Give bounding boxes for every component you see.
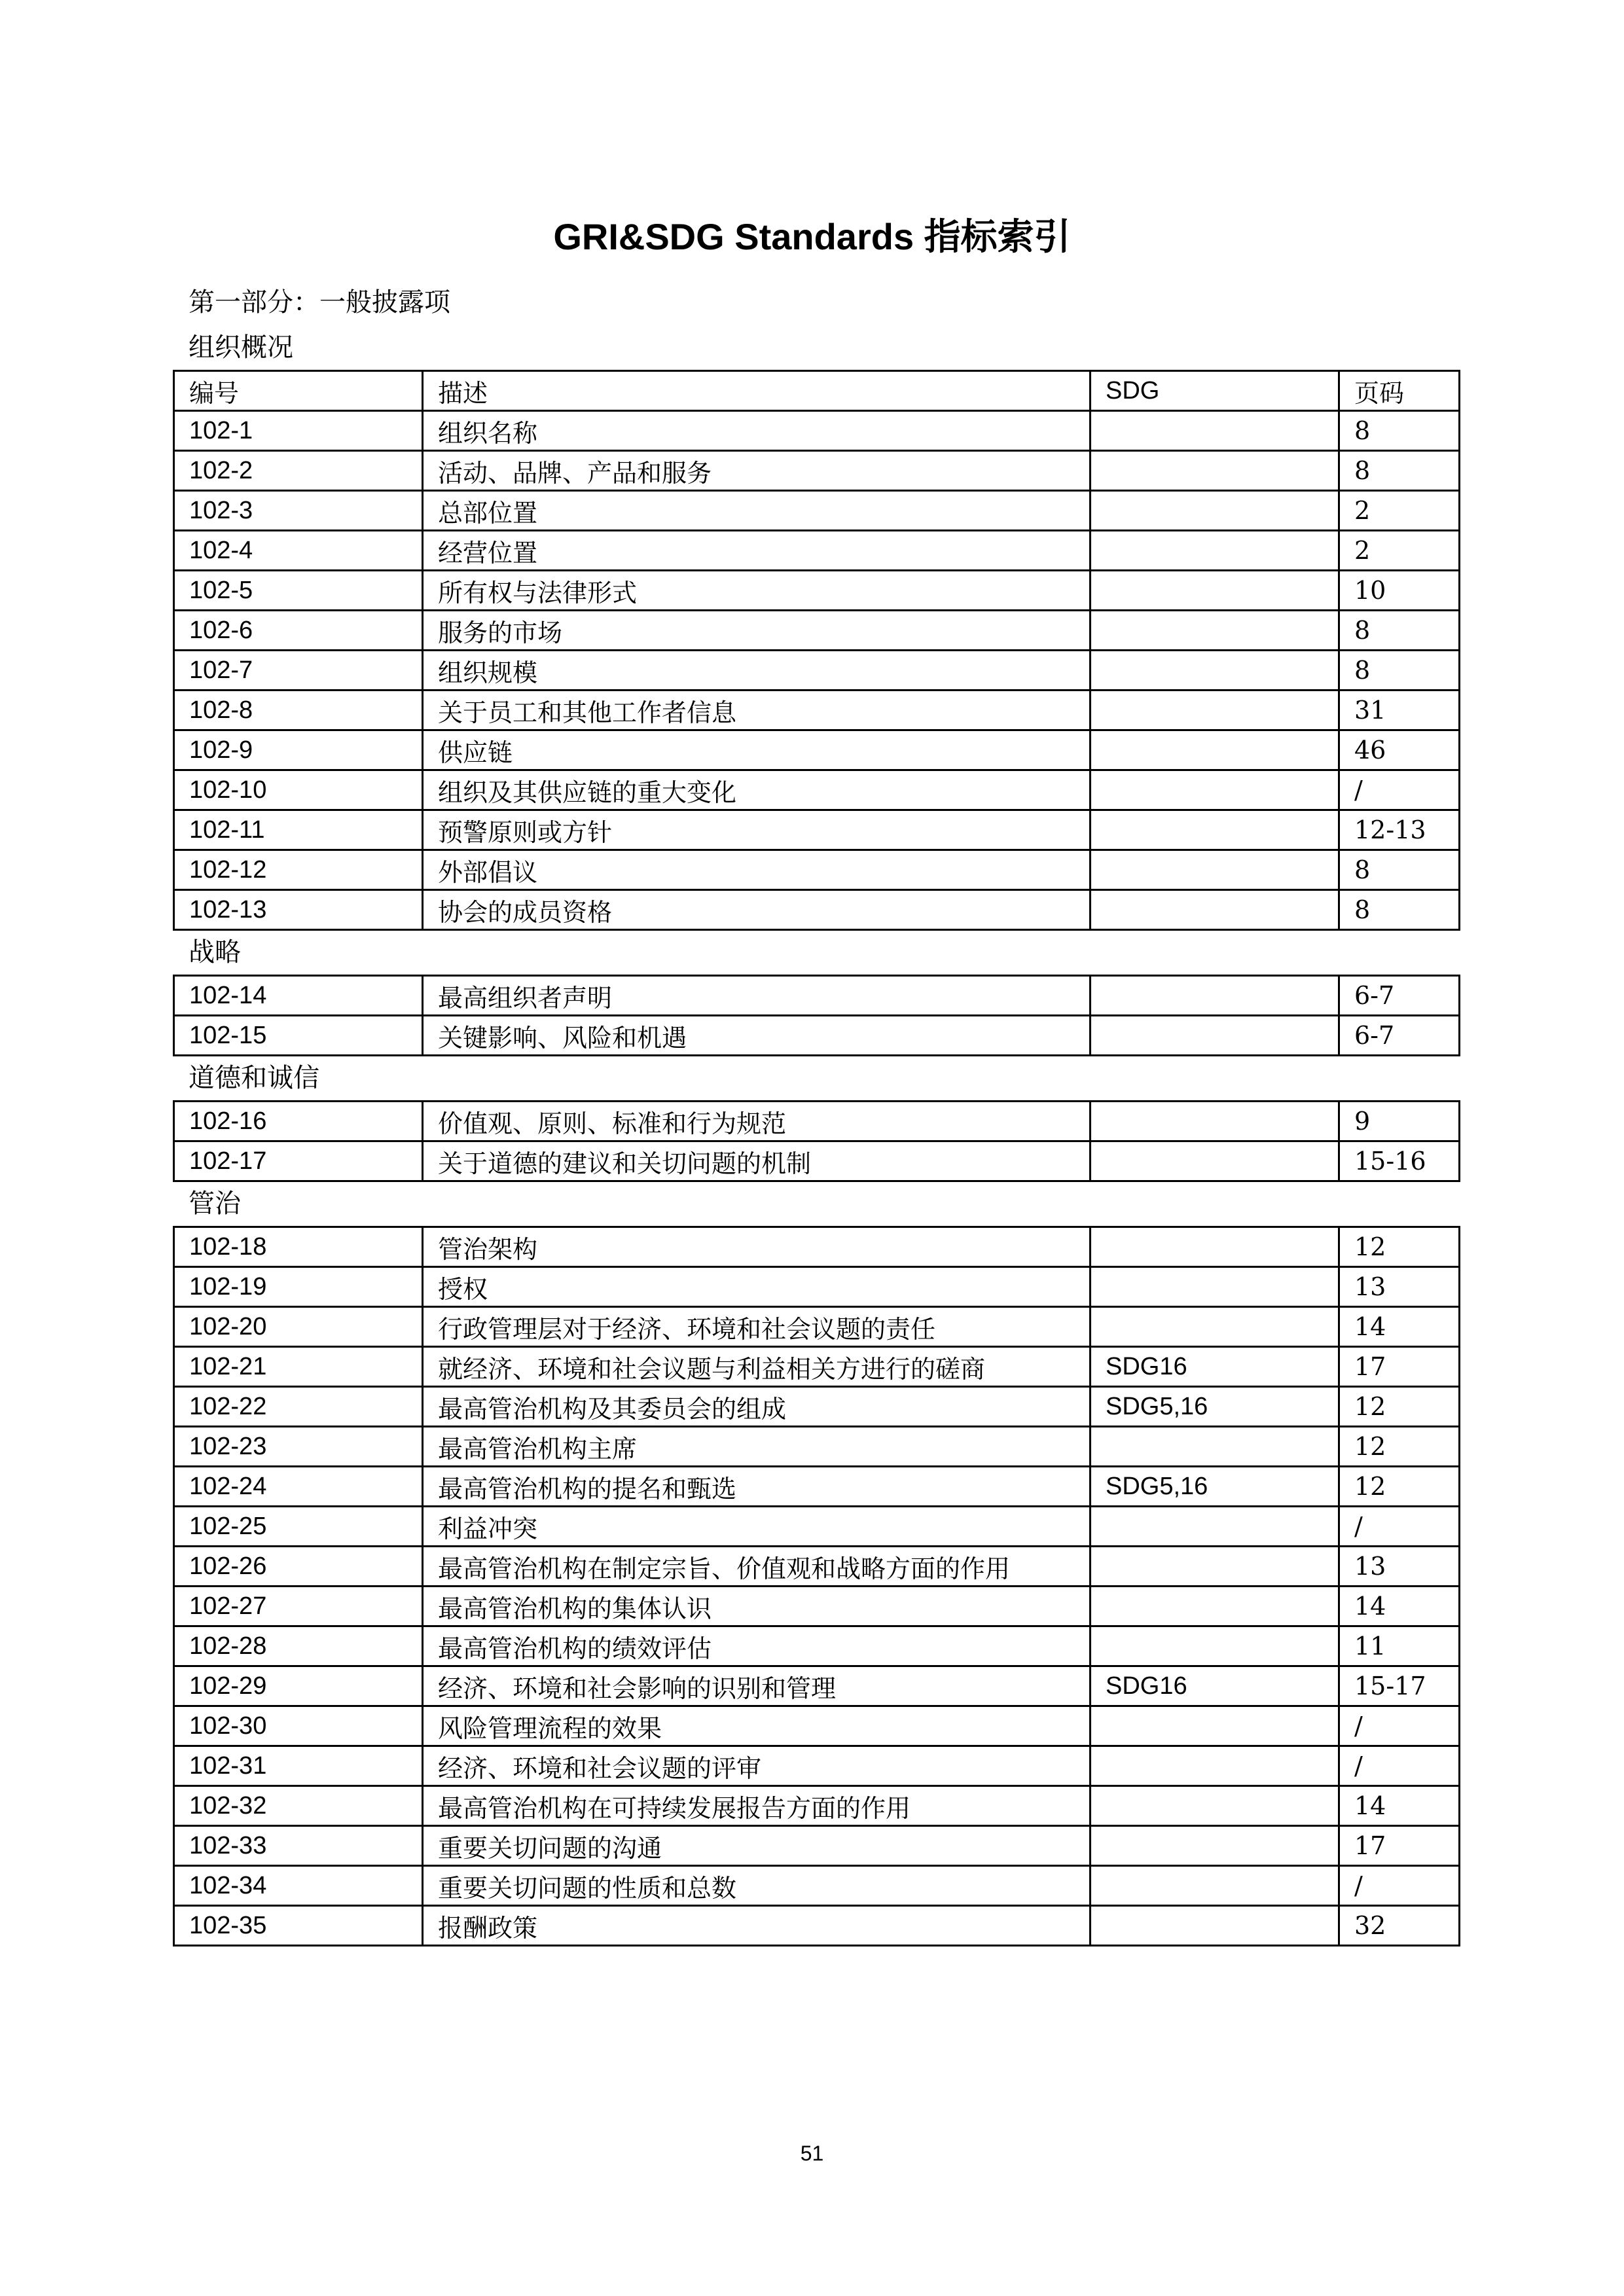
- cell-sdg: [1091, 1786, 1339, 1826]
- cell-code: 102-12: [174, 850, 423, 890]
- cell-sdg: SDG16: [1091, 1666, 1339, 1706]
- cell-sdg: [1091, 890, 1339, 930]
- cell-code: 102-8: [174, 691, 423, 730]
- cell-sdg: [1091, 1141, 1339, 1181]
- index-table: [173, 1226, 1460, 1946]
- cell-page: 11: [1339, 1626, 1460, 1666]
- table-row: [174, 651, 1460, 691]
- cell-sdg: [1091, 1307, 1339, 1347]
- cell-page: 15-17: [1339, 1666, 1460, 1706]
- table-row: [174, 1866, 1460, 1906]
- cell-page: 13: [1339, 1267, 1460, 1307]
- cell-sdg: [1091, 1016, 1339, 1056]
- cell-desc: 报酬政策: [423, 1906, 1091, 1946]
- cell-desc: 风险管理流程的效果: [423, 1706, 1091, 1746]
- part-label: 第一部分：一般披露项: [189, 287, 450, 317]
- cell-code: 102-19: [174, 1267, 423, 1307]
- cell-code: 102-20: [174, 1307, 423, 1347]
- cell-sdg: [1091, 1866, 1339, 1906]
- cell-code: 102-34: [174, 1866, 423, 1906]
- cell-sdg: [1091, 1706, 1339, 1746]
- table-row: [174, 1307, 1460, 1347]
- section-label: 管治: [189, 1189, 241, 1219]
- cell-sdg: [1091, 1227, 1339, 1267]
- cell-sdg: [1091, 976, 1339, 1016]
- cell-page: 14: [1339, 1587, 1460, 1626]
- cell-sdg: [1091, 1746, 1339, 1786]
- table-row: [174, 1906, 1460, 1946]
- header-desc: 描述: [423, 371, 1091, 411]
- cell-sdg: [1091, 1547, 1339, 1587]
- cell-page: 2: [1339, 531, 1460, 571]
- table-row: [174, 691, 1460, 730]
- cell-page: 8: [1339, 451, 1460, 491]
- cell-code: 102-14: [174, 976, 423, 1016]
- cell-code: 102-31: [174, 1746, 423, 1786]
- cell-code: 102-1: [174, 411, 423, 451]
- cell-page: 46: [1339, 730, 1460, 770]
- cell-desc: 最高组织者声明: [423, 976, 1091, 1016]
- cell-desc: 最高管治机构的集体认识: [423, 1587, 1091, 1626]
- cell-page: 15-16: [1339, 1141, 1460, 1181]
- cell-desc: 利益冲突: [423, 1507, 1091, 1547]
- cell-desc: 经营位置: [423, 531, 1091, 571]
- cell-page: 8: [1339, 651, 1460, 691]
- page-number: 51: [800, 2142, 824, 2165]
- cell-page: 17: [1339, 1826, 1460, 1866]
- cell-code: 102-16: [174, 1102, 423, 1141]
- table-row: [174, 1141, 1460, 1181]
- cell-page: 14: [1339, 1786, 1460, 1826]
- cell-desc: 关于道德的建议和关切问题的机制: [423, 1141, 1091, 1181]
- section-label: 组织概况: [189, 332, 293, 363]
- cell-sdg: [1091, 1626, 1339, 1666]
- table-row: [174, 411, 1460, 451]
- cell-sdg: [1091, 1826, 1339, 1866]
- cell-code: 102-6: [174, 611, 423, 651]
- cell-sdg: [1091, 531, 1339, 571]
- cell-sdg: [1091, 1507, 1339, 1547]
- table-row: [174, 1786, 1460, 1826]
- cell-code: 102-4: [174, 531, 423, 571]
- cell-sdg: [1091, 770, 1339, 810]
- cell-code: 102-17: [174, 1141, 423, 1181]
- table-row: [174, 1227, 1460, 1267]
- cell-desc: 最高管治机构及其委员会的组成: [423, 1387, 1091, 1427]
- cell-page: /: [1339, 770, 1460, 810]
- cell-page: /: [1339, 1746, 1460, 1786]
- table-row: [174, 1016, 1460, 1056]
- table-header-row: [174, 371, 1460, 411]
- cell-desc: 关键影响、风险和机遇: [423, 1016, 1091, 1056]
- cell-desc: 关于员工和其他工作者信息: [423, 691, 1091, 730]
- table-row: [174, 1267, 1460, 1307]
- cell-desc: 所有权与法律形式: [423, 571, 1091, 611]
- cell-desc: 经济、环境和社会议题的评审: [423, 1746, 1091, 1786]
- table-row: [174, 850, 1460, 890]
- cell-page: /: [1339, 1507, 1460, 1547]
- table-row: [174, 1387, 1460, 1427]
- cell-code: 102-10: [174, 770, 423, 810]
- table-row: [174, 1467, 1460, 1507]
- index-table: [173, 975, 1460, 1056]
- cell-code: 102-35: [174, 1906, 423, 1946]
- cell-code: 102-18: [174, 1227, 423, 1267]
- cell-page: /: [1339, 1866, 1460, 1906]
- cell-desc: 总部位置: [423, 491, 1091, 531]
- cell-desc: 外部倡议: [423, 850, 1091, 890]
- cell-code: 102-11: [174, 810, 423, 850]
- cell-page: 12: [1339, 1467, 1460, 1507]
- cell-sdg: [1091, 810, 1339, 850]
- cell-page: 8: [1339, 890, 1460, 930]
- cell-page: 8: [1339, 411, 1460, 451]
- cell-page: 12: [1339, 1387, 1460, 1427]
- cell-desc: 组织规模: [423, 651, 1091, 691]
- table-row: [174, 1746, 1460, 1786]
- cell-desc: 行政管理层对于经济、环境和社会议题的责任: [423, 1307, 1091, 1347]
- cell-page: 12: [1339, 1427, 1460, 1467]
- cell-code: 102-5: [174, 571, 423, 611]
- cell-page: 8: [1339, 850, 1460, 890]
- table-row: [174, 730, 1460, 770]
- cell-sdg: [1091, 451, 1339, 491]
- table-row: [174, 1666, 1460, 1706]
- cell-page: 12: [1339, 1227, 1460, 1267]
- cell-code: 102-22: [174, 1387, 423, 1427]
- cell-desc: 授权: [423, 1267, 1091, 1307]
- cell-code: 102-2: [174, 451, 423, 491]
- index-table: [173, 1100, 1460, 1182]
- cell-page: /: [1339, 1706, 1460, 1746]
- cell-sdg: [1091, 651, 1339, 691]
- cell-sdg: [1091, 1267, 1339, 1307]
- cell-sdg: [1091, 571, 1339, 611]
- cell-code: 102-27: [174, 1587, 423, 1626]
- cell-code: 102-33: [174, 1826, 423, 1866]
- table-row: [174, 531, 1460, 571]
- index-content: [173, 326, 1458, 1946]
- cell-code: 102-13: [174, 890, 423, 930]
- cell-desc: 最高管治机构的绩效评估: [423, 1626, 1091, 1666]
- cell-sdg: SDG16: [1091, 1347, 1339, 1387]
- cell-desc: 协会的成员资格: [423, 890, 1091, 930]
- cell-page: 32: [1339, 1906, 1460, 1946]
- header-sdg: SDG: [1091, 371, 1339, 411]
- cell-desc: 经济、环境和社会影响的识别和管理: [423, 1666, 1091, 1706]
- cell-desc: 组织名称: [423, 411, 1091, 451]
- cell-desc: 就经济、环境和社会议题与利益相关方进行的磋商: [423, 1347, 1091, 1387]
- table-row: [174, 890, 1460, 930]
- cell-code: 102-21: [174, 1347, 423, 1387]
- cell-sdg: [1091, 411, 1339, 451]
- table-row: [174, 976, 1460, 1016]
- cell-code: 102-32: [174, 1786, 423, 1826]
- cell-desc: 最高管治机构的提名和甄选: [423, 1467, 1091, 1507]
- table-row: [174, 1427, 1460, 1467]
- cell-sdg: [1091, 691, 1339, 730]
- cell-sdg: [1091, 1906, 1339, 1946]
- table-row: [174, 1626, 1460, 1666]
- cell-sdg: [1091, 1587, 1339, 1626]
- cell-code: 102-15: [174, 1016, 423, 1056]
- cell-sdg: [1091, 1427, 1339, 1467]
- cell-code: 102-26: [174, 1547, 423, 1587]
- cell-desc: 最高管治机构在制定宗旨、价值观和战略方面的作用: [423, 1547, 1091, 1587]
- cell-sdg: SDG5,16: [1091, 1467, 1339, 1507]
- cell-page: 13: [1339, 1547, 1460, 1587]
- table-row: [174, 1826, 1460, 1866]
- cell-desc: 服务的市场: [423, 611, 1091, 651]
- cell-page: 6-7: [1339, 976, 1460, 1016]
- table-row: [174, 810, 1460, 850]
- cell-page: 6-7: [1339, 1016, 1460, 1056]
- cell-desc: 重要关切问题的沟通: [423, 1826, 1091, 1866]
- table-row: [174, 611, 1460, 651]
- cell-page: 2: [1339, 491, 1460, 531]
- cell-desc: 组织及其供应链的重大变化: [423, 770, 1091, 810]
- cell-sdg: SDG5,16: [1091, 1387, 1339, 1427]
- cell-sdg: [1091, 1102, 1339, 1141]
- section-label: 道德和诚信: [189, 1063, 319, 1093]
- table-row: [174, 1102, 1460, 1141]
- section-label: 战略: [189, 937, 241, 967]
- cell-code: 102-7: [174, 651, 423, 691]
- cell-page: 10: [1339, 571, 1460, 611]
- header-code: 编号: [174, 371, 423, 411]
- cell-sdg: [1091, 491, 1339, 531]
- cell-page: 31: [1339, 691, 1460, 730]
- cell-code: 102-30: [174, 1706, 423, 1746]
- cell-code: 102-29: [174, 1666, 423, 1706]
- cell-page: 12-13: [1339, 810, 1460, 850]
- cell-desc: 管治架构: [423, 1227, 1091, 1267]
- cell-desc: 预警原则或方针: [423, 810, 1091, 850]
- cell-code: 102-24: [174, 1467, 423, 1507]
- cell-desc: 最高管治机构在可持续发展报告方面的作用: [423, 1786, 1091, 1826]
- table-row: [174, 1507, 1460, 1547]
- cell-desc: 活动、品牌、产品和服务: [423, 451, 1091, 491]
- header-page: 页码: [1339, 371, 1460, 411]
- index-table: [173, 370, 1460, 931]
- cell-code: 102-25: [174, 1507, 423, 1547]
- cell-desc: 最高管治机构主席: [423, 1427, 1091, 1467]
- cell-desc: 价值观、原则、标准和行为规范: [423, 1102, 1091, 1141]
- table-row: [174, 491, 1460, 531]
- cell-page: 8: [1339, 611, 1460, 651]
- table-row: [174, 1587, 1460, 1626]
- cell-page: 17: [1339, 1347, 1460, 1387]
- page-title: GRI&SDG Standards 指标索引: [553, 216, 1071, 257]
- cell-sdg: [1091, 730, 1339, 770]
- cell-code: 102-23: [174, 1427, 423, 1467]
- cell-desc: 重要关切问题的性质和总数: [423, 1866, 1091, 1906]
- cell-sdg: [1091, 611, 1339, 651]
- cell-code: 102-28: [174, 1626, 423, 1666]
- cell-code: 102-9: [174, 730, 423, 770]
- table-row: [174, 770, 1460, 810]
- cell-code: 102-3: [174, 491, 423, 531]
- cell-page: 14: [1339, 1307, 1460, 1347]
- cell-page: 9: [1339, 1102, 1460, 1141]
- table-row: [174, 1706, 1460, 1746]
- table-row: [174, 451, 1460, 491]
- cell-sdg: [1091, 850, 1339, 890]
- table-row: [174, 571, 1460, 611]
- cell-desc: 供应链: [423, 730, 1091, 770]
- table-row: [174, 1347, 1460, 1387]
- table-row: [174, 1547, 1460, 1587]
